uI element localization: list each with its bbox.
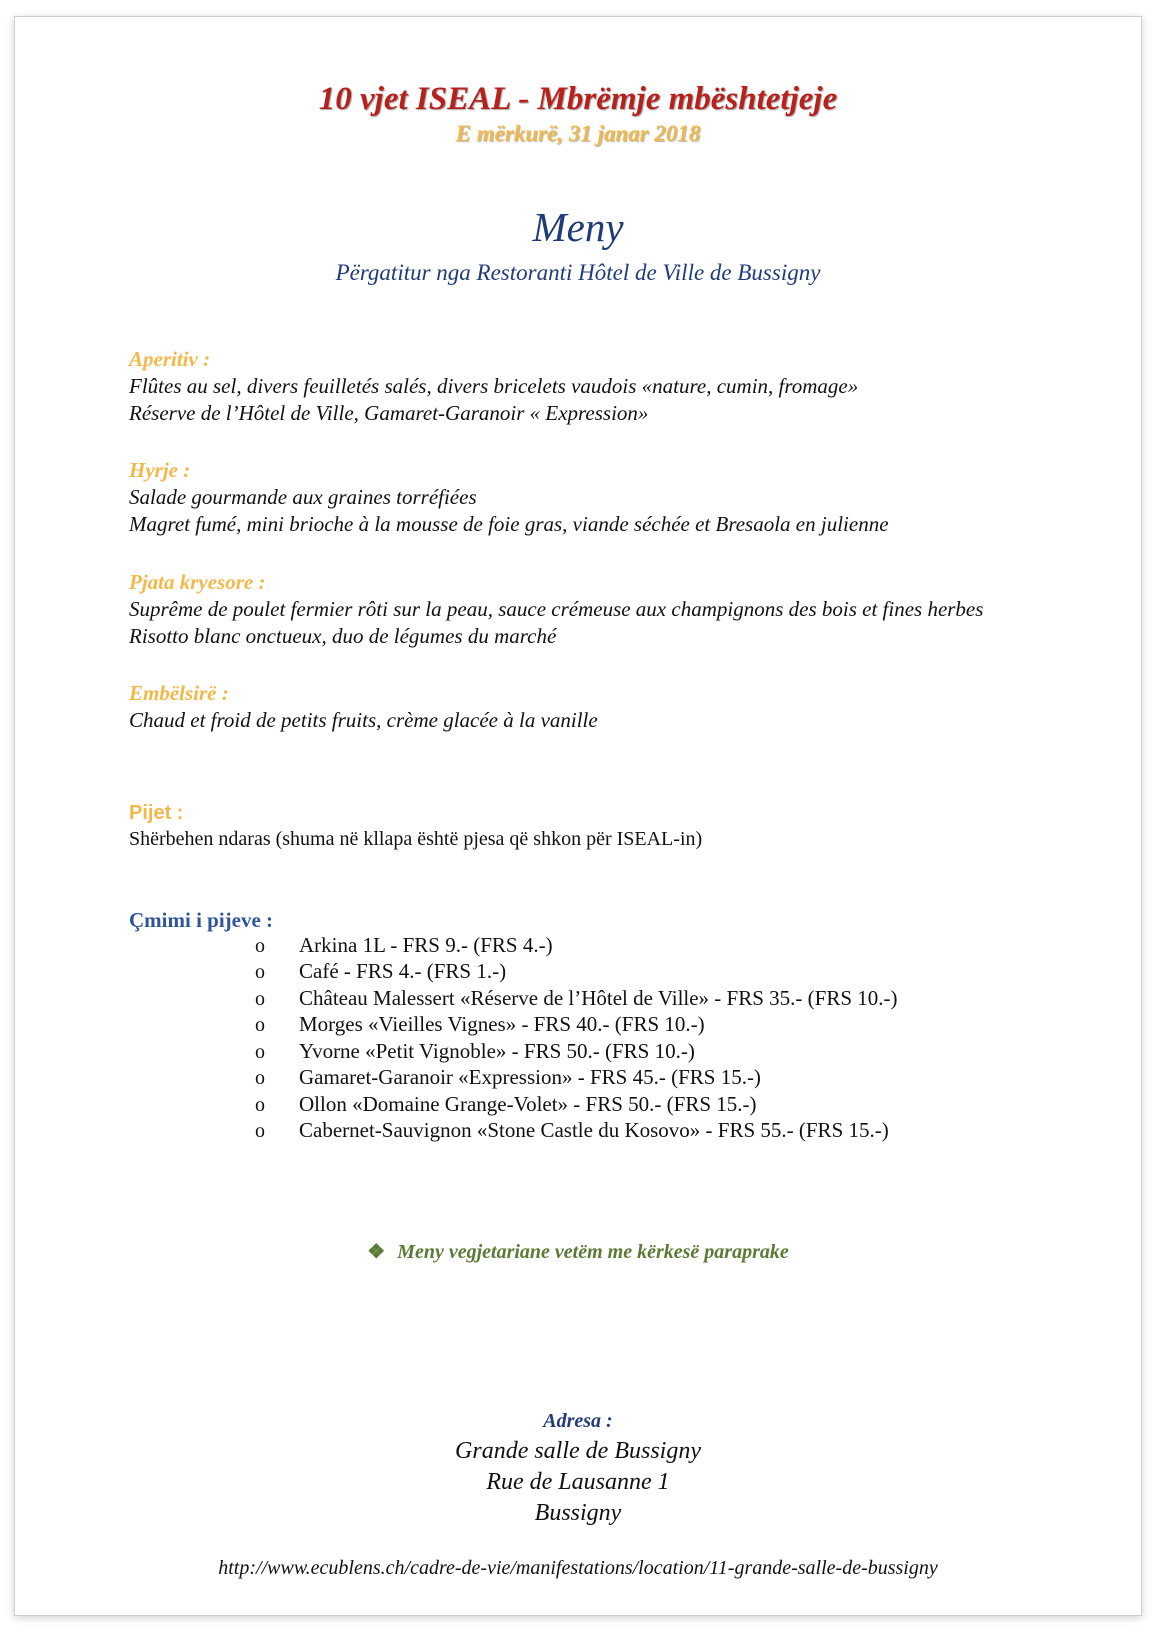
price-list-label: Çmimi i pijeve :: [129, 908, 274, 932]
section-line: Risotto blanc onctueux, duo de légumes du marché: [129, 624, 557, 648]
address-line: Bussigny: [534, 1500, 622, 1526]
list-item: Morges «Vieilles Vignes» - FRS 40.- (FRS 10.-): [299, 1012, 705, 1036]
section-label-pjata-kryesore: Pjata kryesore :: [129, 570, 266, 594]
list-item: Yvorne «Petit Vignoble» - FRS 50.- (FRS 10.-): [299, 1039, 695, 1063]
address-line: Rue de Lausanne 1: [486, 1469, 670, 1495]
menu-heading: Meny: [532, 204, 624, 250]
list-item: Café - FRS 4.- (FRS 1.-): [299, 959, 507, 983]
address-label: Adresa :: [543, 1410, 613, 1432]
document-page: [14, 16, 1142, 1616]
list-item: Arkina 1L - FRS 9.- (FRS 4.-): [299, 933, 553, 957]
section-label-embelsire: Embëlsirë :: [129, 681, 229, 705]
venue-link[interactable]: http://www.ecublens.ch/cadre-de-vie/manifestations/location/11-grande-salle-de-bussigny: [218, 1557, 938, 1579]
bullet-icon: o: [255, 1120, 265, 1142]
address-line: Grande salle de Bussigny: [455, 1438, 701, 1464]
section-line: Shërbehen ndaras (shuma në kllapa është pjesa që shkon për ISEAL-in): [129, 828, 703, 850]
bullet-icon: o: [255, 961, 265, 983]
section-line: Salade gourmande aux graines torréfiées: [129, 485, 477, 509]
vegetarian-note: [15, 1239, 1141, 1264]
list-item: Gamaret-Garanoir «Expression» - FRS 45.- (FRS 15.-): [299, 1065, 761, 1089]
section-label-aperitiv: Aperitiv :: [129, 347, 211, 371]
event-title: 10 vjet ISEAL - Mbrëmje mbështetjeje: [318, 81, 838, 117]
section-label-pijet: Pijet :: [129, 802, 184, 824]
bullet-icon: o: [255, 1094, 265, 1116]
section-line: Flûtes au sel, divers feuilletés salés, divers bricelets vaudois «nature, cumin, fromage»: [129, 374, 859, 398]
bullet-icon: o: [255, 935, 265, 957]
bullet-icon: o: [255, 1014, 265, 1036]
list-item: Château Malessert «Réserve de l’Hôtel de Ville» - FRS 35.- (FRS 10.-): [299, 986, 898, 1010]
event-date: E mërkurë, 31 janar 2018: [455, 121, 701, 146]
menu-prepared-by: Përgatitur nga Restoranti Hôtel de Ville de Bussigny: [335, 260, 821, 285]
vegetarian-note-text: Meny vegjetariane vetëm me kërkesë paraprake: [397, 1241, 789, 1263]
section-label-hyrje: Hyrje :: [129, 458, 191, 482]
bullet-icon: o: [255, 988, 265, 1010]
list-item: Cabernet-Sauvignon «Stone Castle du Kosovo» - FRS 55.- (FRS 15.-): [299, 1118, 889, 1142]
list-item: Ollon «Domaine Grange-Volet» - FRS 50.- (FRS 15.-): [299, 1092, 757, 1116]
section-line: Réserve de l’Hôtel de Ville, Gamaret-Garanoir « Expression»: [129, 401, 649, 425]
section-line: Suprême de poulet fermier rôti sur la peau, sauce crémeuse aux champignons des bois et fines herbes: [129, 597, 984, 621]
bullet-icon: o: [255, 1067, 265, 1089]
bullet-icon: o: [255, 1041, 265, 1063]
diamond-bullet-icon: ❖: [367, 1241, 386, 1263]
section-line: Magret fumé, mini brioche à la mousse de foie gras, viande séchée et Bresaola en julienne: [129, 512, 889, 536]
section-line: Chaud et froid de petits fruits, crème glacée à la vanille: [129, 708, 598, 732]
